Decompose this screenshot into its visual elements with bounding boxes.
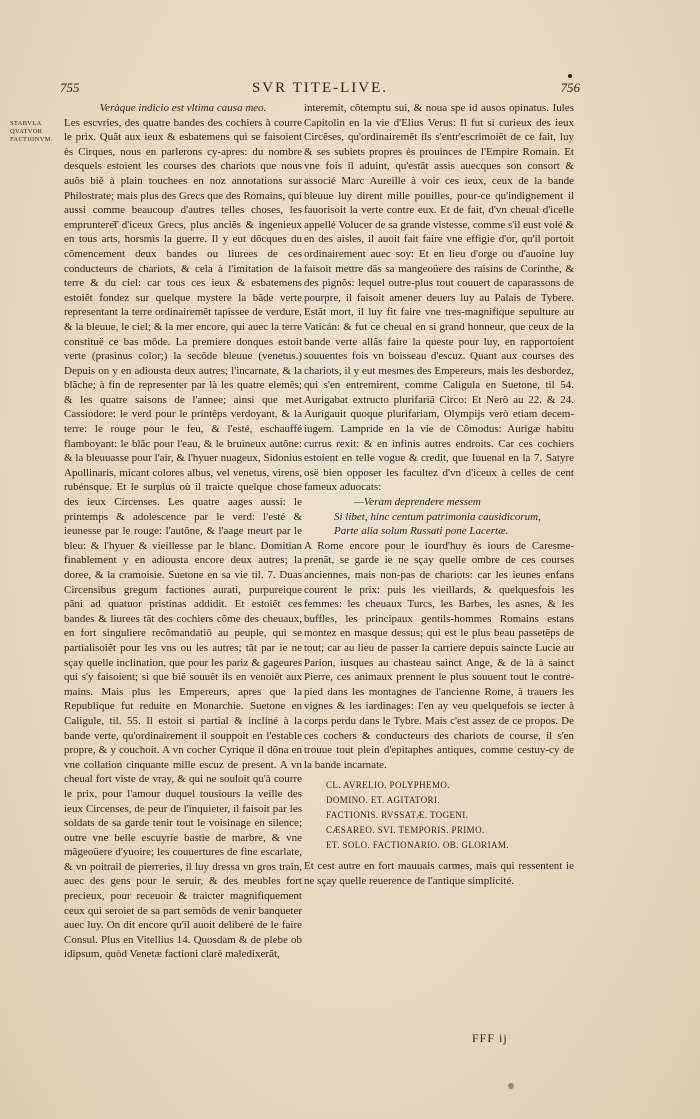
inscription-line: DOMINO. ET. AGITATORI. (326, 795, 440, 806)
quote-line: Si libet, hinc centum patrimonia causidicorum, (334, 510, 541, 523)
running-title: SVR TITE-LIVE. (251, 80, 389, 96)
margin-note-line: FACTIONVM. (10, 136, 53, 143)
signature-mark: FFF ij (472, 1031, 508, 1045)
inscription-line: ET. SOLO. FACTIONARIO. OB. GLORIAM. (326, 840, 509, 851)
body-paragraph: A Rome encore pour le iourd'huy ès iours de Caresme-prenãt, se garde ie ne sçay quelle ombre de ces courses anciennes, mais non-pas de chariots: car les ieunes enfans courent le prix: puis les vieillards, & quelquesfois les femmes: les cheuaux Turcs, les Barbes, les asnes, & les buffles, les principaux gentils-hommes Romains estans montez en masque dessus; qui est le plus beau passetẽps de tout; car au lieu de passer la carriere depuis saincte Lucie au Parion, iusques au chasteau sainct Ange, & de là à sainct Pierre, ces animaux prennent le plus souuent tout le contre-pied dans les montagnes de l'ancienne Rome, à trauers les vignes & les iardinages: I'en ay veu quelquefois se iecter à corps perdu dans le Tybre. Mais c'est assez de ce propos. De ces cochers & conducteurs des chariots de course, il s'en trouue tout plein d'epitaphes antiques, comme cestuy-cy de la bande incarnate. (304, 539, 574, 771)
left-column (64, 101, 302, 962)
body-paragraph: Les escvries, des quatre bandes des cochiers à courre le prix. Quãt aux ieux & esbatemens qui se faisoient ès Cirques, nous en parlerons cy-apres: du nombre desquels estoient les courses des chariots que nous auõs biẽ à plain touchees en noz annotations sur Philostrate; mais plus des Grecs que des Romains, qui aussi comme beaucoup d'autres telles choses, les empruntere͠t d'iceux Grecs, plus anciẽs & ingenieux en tous arts, horsmis la guerre. Il y eut dõcques du cõmencement deux bandes ou liurees de ces conducteurs de chariots, & cela à l'imitation de la terre & du ciel: car tous ces ieux & esbatemens estoiẽt fondez sur quelque mystere la bãde verte representant la terre ordinairemẽt tapissee de verdure, & la bleuue, le ciel; & la mer encore, qui auec la terre constituë ce bas môde. La premiere donques estoit verte (prasinus color;) la secõde bleuue (venetus.) Depuis on y en adiousta deux autres; l'incarnate, & la blãche; à fin de representer par là les quatre elemẽs; & les quatre saisons de l'annee; ainsi que met Cassiodore: le verd pour le printẽps verdoyant, & la terre: le rouge pour le feu, & l'esté, eschauffé flamboyant: le blãc pour l'eau, & le bruineux autõne: & la bleuuasse pour l'air, & l'hyuer nuageux, Sidonius Apollinaris, micant colores albus, vel venetus, virens, rubénsque. Et le surplus où il traicte quelque chose des ieux Circenses. Les quatre aages aussi: le printemps & adolescence par le verd: l'esté & ieunesse par le rouge: l'autõne, & l'aage meurt par le bleu: & l'hyuer & vieillesse par le blanc. Domitian finablement y en adiousta encore deux autres; la doree, & la cramoisie. Suetone en sa vie til. 7. Duas Circensibus gregum factiones aurati, purpureique pãni ad quatuor pristinas addidit. Et estoiẽt ces bandes & liurees tãt des cochiers cõme des cheuaux, en fort singuliere recõmandatiõ au peuple, qui se partialisoiẽt pour les vns ou les autres; tãt par ie ne sçay quelle inclination, que pour les pariz & gageures qui s'y faisoient; si que biẽ souuẽt ils en venoiẽt aux mains. Mais plus les Empereurs, apres que la Republique fut reduite en Monarchie. Suetone en Caligule, til. 55. Il estoit si partial & incliné à la bande verte, qu'ordinairement il souppoit en l'estable propre, & y couchoit. A vn cocher Cyrique il dõna en vne collation cinquante mille escuz de present. A vn cheual fort viste de vray, & qui ne souloit qu'à courre le prix, pour l'amour duquel tousiours la veille des ieux Circenses, de peur de l'inquieter, il faisoit par les soldats de sa garde tenir tout le voisinage en silence; outre vne belle escuyrie bastie de marbre, & vne mãgeoüere d'yuoire; les couuertures de fine escarlate, & vn poitrail de pierreries, il luy dressa vn gros train, auec des gens pour le seruir, & des meubles fort precieux, pour receuoir & traicter magnifiquement ceux qui seroiet de sa part semõds de venir banqueter auec luy. On dit encore qu'il auoit deliberé de le faire Consul. Plus en Vitellius 14. Quosdam & de plebe ob idipsum, quòd Venetæ factioni clarè maledixerãt, (64, 116, 302, 961)
ink-stain (508, 1083, 514, 1089)
latin-quotation (334, 495, 574, 539)
page-header (60, 80, 580, 100)
verse-line: Veràque indicio est vltima causa meo. (99, 102, 267, 114)
inscription-line: CÆSAREO. SVI. TEMPORIS. PRIMO. (326, 825, 485, 836)
page-number-left: 755 (60, 80, 80, 95)
page-number-right: 756 (560, 80, 580, 95)
margin-note-line: STABVLA (10, 120, 42, 127)
inscription-line: FACTIONIS. RVSSATÆ. TOGENI. (326, 810, 469, 821)
body-paragraph: Et cest autre en fort mauuais carmes, mais qui ressentent ie ne sçay quelle reuerence de l'antique simplicité. (304, 860, 574, 887)
epitaph-inscription (326, 778, 574, 853)
margin-note (10, 120, 56, 144)
quote-line: —Veram deprendere messem (354, 496, 481, 509)
inscription-line: CL. AVRELIO. POLYPHEMO. (326, 780, 450, 791)
body-paragraph: interemit, cõtemptu sui, & noua spe id ausos opinatus. Iules Capitolin en la vie d'Elius Verus: Il fut si curieux des ieux Circẽses, qu'ordinairemẽt ils s'entr'escrimoiẽt de ce fait, luy & ses subiets propres ès prouinces de l'Empire Romain. Et vne fois il aduint, qu'estãt assis auecques son consort & associé Marc Aureille à voir ces ieux, ceux de la bande bleuue luy dirent mille pouilles, pour-ce qu'indignement il fauorisoit la verte contre eux. Et de fait, d'vn cheual d'icelle appellé Volucer de sa grande vistesse, comme s'il eust volé & en des aisles, il auoit fait faire vne effigie d'or, qu'il portoit ordinairement auec soy: Et en lieu d'orge ou d'auoine luy faisoit mettre dãs sa mangeoüere des raisins de Corinthe, & des pignõs: lequel outre-plus tout couuert de caparassons de pourpre, il faisoit amener deuers luy au Palais de Tybere. Estãt mort, il luy fit faire vne tres-magnifique sepulture au Vaticán: & fut ce cheual en si grand honneur, que ceux de la bande verte allãs faire la queste pour luy, en rapportoient souuentes fois vn boisseau d'escuz. Quant aux courses des chariots, il y eut mesmes des Empereurs, mais les desbordez, qui s'en entremirent, comme Caligula en Suetone, til 54. Aurigabat extructo plurifariã Circo: Et Nerõ au 22. & 24. Aurigauit quoque plurifariam, Olympijs verò etiam decem-iugem. Lampride en la vie de Cõmodus: Aurigæ habitu currus rexit: & en infinis autres endroits. Car ces cochiers estoient en telle vogue & credit, que Iuuenal en la 7. Satyre osë bien opposer les facultez d'vn d'iceux à celles de cent fameux aduocats: (304, 102, 574, 494)
right-column (304, 101, 574, 889)
quote-line: Parte alia solum Russati pone Lacertæ. (334, 525, 509, 538)
margin-note-line: QVATVOR (10, 128, 43, 135)
ink-dot (568, 74, 572, 78)
